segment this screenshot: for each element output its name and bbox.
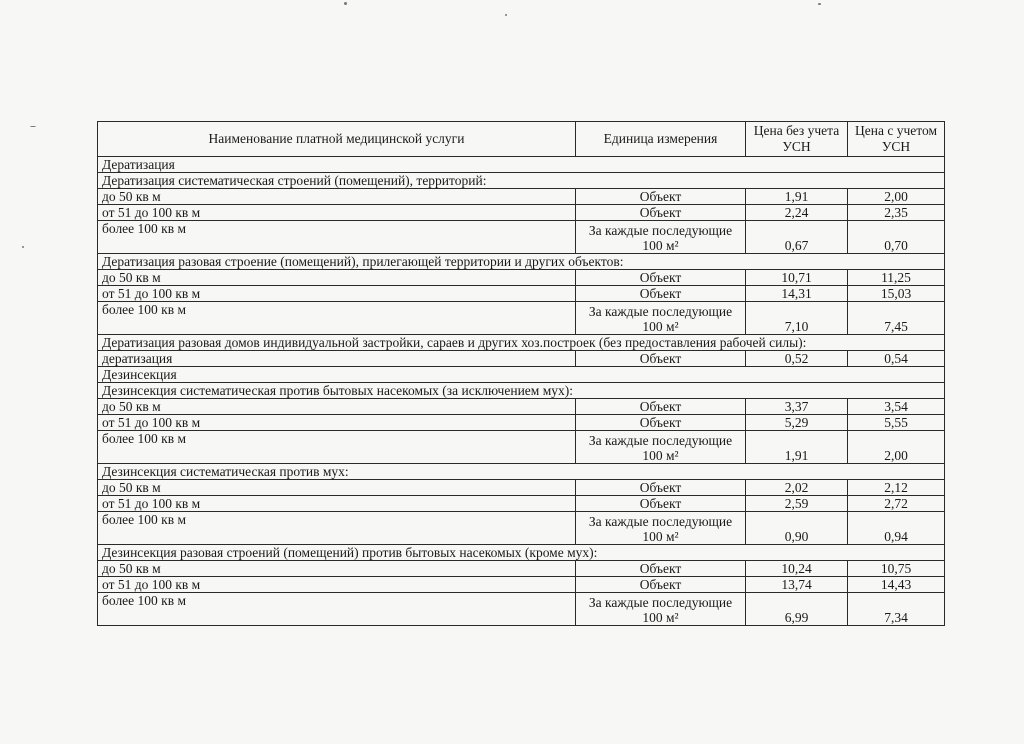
unit-cell: За каждые последующие 100 м²: [576, 302, 746, 335]
service-name-cell: более 100 кв м: [98, 512, 576, 545]
unit-cell: Объект: [576, 577, 746, 593]
service-name-cell: от 51 до 100 кв м: [98, 577, 576, 593]
service-name-cell: от 51 до 100 кв м: [98, 205, 576, 221]
table-row: [98, 399, 945, 415]
subsection-heading: Дезинсекция разовая строений (помещений) против бытовых насекомых (кроме мух):: [98, 545, 945, 561]
scan-speck: [22, 246, 24, 248]
price-with-tax-cell: 0,94: [848, 512, 945, 545]
price-with-tax-cell: 7,45: [848, 302, 945, 335]
price-without-tax-cell: 0,90: [746, 512, 848, 545]
unit-cell: За каждые последующие 100 м²: [576, 431, 746, 464]
price-table: [97, 121, 945, 626]
price-without-tax-cell: 1,91: [746, 431, 848, 464]
table-body: [98, 157, 945, 626]
price-without-tax-cell: 2,59: [746, 496, 848, 512]
subsection-heading: Дезинсекция систематическая против бытовых насекомых (за исключением мух):: [98, 383, 945, 399]
price-without-tax-cell: 0,67: [746, 221, 848, 254]
price-without-tax-cell: 10,71: [746, 270, 848, 286]
unit-cell: Объект: [576, 189, 746, 205]
service-name-cell: от 51 до 100 кв м: [98, 496, 576, 512]
price-without-tax-cell: 3,37: [746, 399, 848, 415]
price-without-tax-cell: 7,10: [746, 302, 848, 335]
table-row: [98, 512, 945, 545]
service-name-cell: до 50 кв м: [98, 561, 576, 577]
price-with-tax-cell: 3,54: [848, 399, 945, 415]
price-without-tax-cell: 2,24: [746, 205, 848, 221]
table-row: [98, 205, 945, 221]
scan-speck: [505, 14, 507, 16]
price-without-tax-cell: 14,31: [746, 286, 848, 302]
subsection-heading: Дератизация разовая строение (помещений), прилегающей территории и других объектов:: [98, 254, 945, 270]
unit-cell: Объект: [576, 496, 746, 512]
subsection-heading-row: [98, 335, 945, 351]
table-row: [98, 302, 945, 335]
table-row: [98, 561, 945, 577]
price-without-tax-cell: 0,52: [746, 351, 848, 367]
table-row: [98, 496, 945, 512]
price-without-tax-cell: 5,29: [746, 415, 848, 431]
scan-speck: [344, 2, 347, 5]
service-name-cell: от 51 до 100 кв м: [98, 415, 576, 431]
table-row: [98, 351, 945, 367]
table-row: [98, 415, 945, 431]
scan-speck: [818, 3, 821, 5]
section-heading-row: [98, 367, 945, 383]
price-with-tax-cell: 2,00: [848, 431, 945, 464]
unit-cell: Объект: [576, 351, 746, 367]
subsection-heading-row: [98, 173, 945, 189]
header-price-without-tax: Цена без учета УСН: [746, 122, 848, 157]
section-heading-row: [98, 157, 945, 173]
header-service-name: Наименование платной медицинской услуги: [98, 122, 576, 157]
table-row: [98, 286, 945, 302]
price-with-tax-cell: 2,35: [848, 205, 945, 221]
service-name-cell: дератизация: [98, 351, 576, 367]
scan-speck: [30, 126, 36, 127]
unit-cell: За каждые последующие 100 м²: [576, 593, 746, 626]
header-unit: Единица измерения: [576, 122, 746, 157]
service-name-cell: до 50 кв м: [98, 189, 576, 205]
table-row: [98, 221, 945, 254]
table-row: [98, 593, 945, 626]
unit-cell: Объект: [576, 270, 746, 286]
header-price-with-tax: Цена с учетом УСН: [848, 122, 945, 157]
service-name-cell: более 100 кв м: [98, 593, 576, 626]
table-row: [98, 431, 945, 464]
subsection-heading-row: [98, 464, 945, 480]
unit-cell: Объект: [576, 205, 746, 221]
price-without-tax-cell: 1,91: [746, 189, 848, 205]
subsection-heading: Дезинсекция систематическая против мух:: [98, 464, 945, 480]
service-name-cell: до 50 кв м: [98, 399, 576, 415]
table-row: [98, 189, 945, 205]
price-with-tax-cell: 0,54: [848, 351, 945, 367]
unit-cell: За каждые последующие 100 м²: [576, 221, 746, 254]
price-with-tax-cell: 2,72: [848, 496, 945, 512]
table-header-row: [98, 122, 945, 157]
subsection-heading-row: [98, 254, 945, 270]
price-with-tax-cell: 5,55: [848, 415, 945, 431]
price-with-tax-cell: 15,03: [848, 286, 945, 302]
unit-cell: Объект: [576, 399, 746, 415]
service-name-cell: до 50 кв м: [98, 480, 576, 496]
section-heading: Дератизация: [98, 157, 945, 173]
section-heading: Дезинсекция: [98, 367, 945, 383]
service-name-cell: более 100 кв м: [98, 221, 576, 254]
price-with-tax-cell: 2,00: [848, 189, 945, 205]
table-row: [98, 480, 945, 496]
table-row: [98, 270, 945, 286]
service-name-cell: более 100 кв м: [98, 431, 576, 464]
price-with-tax-cell: 2,12: [848, 480, 945, 496]
price-without-tax-cell: 2,02: [746, 480, 848, 496]
price-without-tax-cell: 6,99: [746, 593, 848, 626]
price-without-tax-cell: 10,24: [746, 561, 848, 577]
subsection-heading-row: [98, 545, 945, 561]
unit-cell: За каждые последующие 100 м²: [576, 512, 746, 545]
price-with-tax-cell: 11,25: [848, 270, 945, 286]
price-with-tax-cell: 14,43: [848, 577, 945, 593]
price-with-tax-cell: 7,34: [848, 593, 945, 626]
service-name-cell: до 50 кв м: [98, 270, 576, 286]
unit-cell: Объект: [576, 286, 746, 302]
table-row: [98, 577, 945, 593]
service-name-cell: от 51 до 100 кв м: [98, 286, 576, 302]
service-name-cell: более 100 кв м: [98, 302, 576, 335]
subsection-heading-row: [98, 383, 945, 399]
price-with-tax-cell: 10,75: [848, 561, 945, 577]
price-without-tax-cell: 13,74: [746, 577, 848, 593]
unit-cell: Объект: [576, 480, 746, 496]
subsection-heading: Дератизация систематическая строений (помещений), территорий:: [98, 173, 945, 189]
subsection-heading: Дератизация разовая домов индивидуальной застройки, сараев и других хоз.построек (без предоставления рабочей силы):: [98, 335, 945, 351]
unit-cell: Объект: [576, 415, 746, 431]
price-with-tax-cell: 0,70: [848, 221, 945, 254]
unit-cell: Объект: [576, 561, 746, 577]
